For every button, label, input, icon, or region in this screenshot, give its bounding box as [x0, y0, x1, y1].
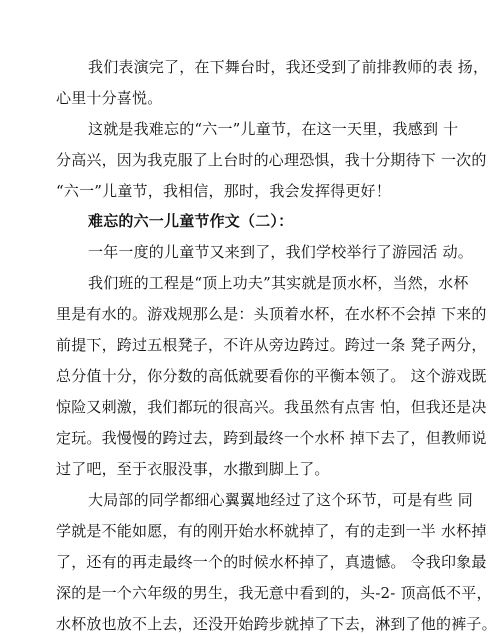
- paragraph-line: 前提下，跨过五根凳子，不许从旁边跨过。跨过一条 凳子两分，: [56, 336, 487, 354]
- paragraph-line: 定玩。我慢慢的跨过去，跨到最终一个水杯 掉下去了，但教师说: [56, 429, 487, 447]
- paragraph-line: 学就是不能如愿，有的刚开始水杯就掉了，有的走到一半 水杯掉: [56, 522, 487, 540]
- paragraph-line: 深的是一个六年级的男生，我无意中看到的，头-2- 顶高低不平，: [56, 584, 492, 602]
- paragraph-line: 惊险又刺激，我们都玩的很高兴。我虽然有点害 怕，但我还是决: [56, 398, 487, 416]
- paragraph-line: 分高兴，因为我克服了上台时的心理恐惧，我十分期待下 一次的: [56, 151, 487, 169]
- paragraph-line: 我们班的工程是“顶上功夫”其实就是顶水杯，当然，水杯: [88, 274, 469, 292]
- paragraph-line: 里是有水的。游戏规那么是：头顶着水杯，在水杯不会掉 下来的: [56, 305, 487, 323]
- section-heading: 难忘的六一儿童节作文（二）：: [88, 212, 294, 230]
- paragraph-line: 一年一度的儿童节又来到了，我们学校举行了游园活 动。: [88, 243, 473, 261]
- paragraph-line: “六一”儿童节，我相信，那时，我会发挥得更好！: [56, 182, 391, 200]
- paragraph-line: 这就是我难忘的“六一”儿童节，在这一天里，我感到 十: [88, 120, 459, 138]
- paragraph-line: 总分值十分，你分数的高低就要看你的平衡本领了。 这个游戏既: [56, 367, 487, 385]
- paragraph-line: 水杯放也放不上去，还没开始跨步就掉了下去，淋到了他的裤子。: [56, 615, 497, 633]
- paragraph-line: 心里十分喜悦。: [56, 89, 163, 107]
- paragraph-line: 大局部的同学都细心翼翼地经过了这个环节，可是有些 同: [88, 491, 473, 509]
- paragraph-line: 过了吧，至于衣服没事，水撒到脚上了。: [56, 460, 330, 478]
- paragraph-line: 我们表演完了，在下舞台时，我还受到了前排教师的表 扬，: [88, 58, 489, 76]
- paragraph-line: 了，还有的再走最终一个的时候水杯掉了，真遗憾。 令我印象最: [56, 553, 487, 571]
